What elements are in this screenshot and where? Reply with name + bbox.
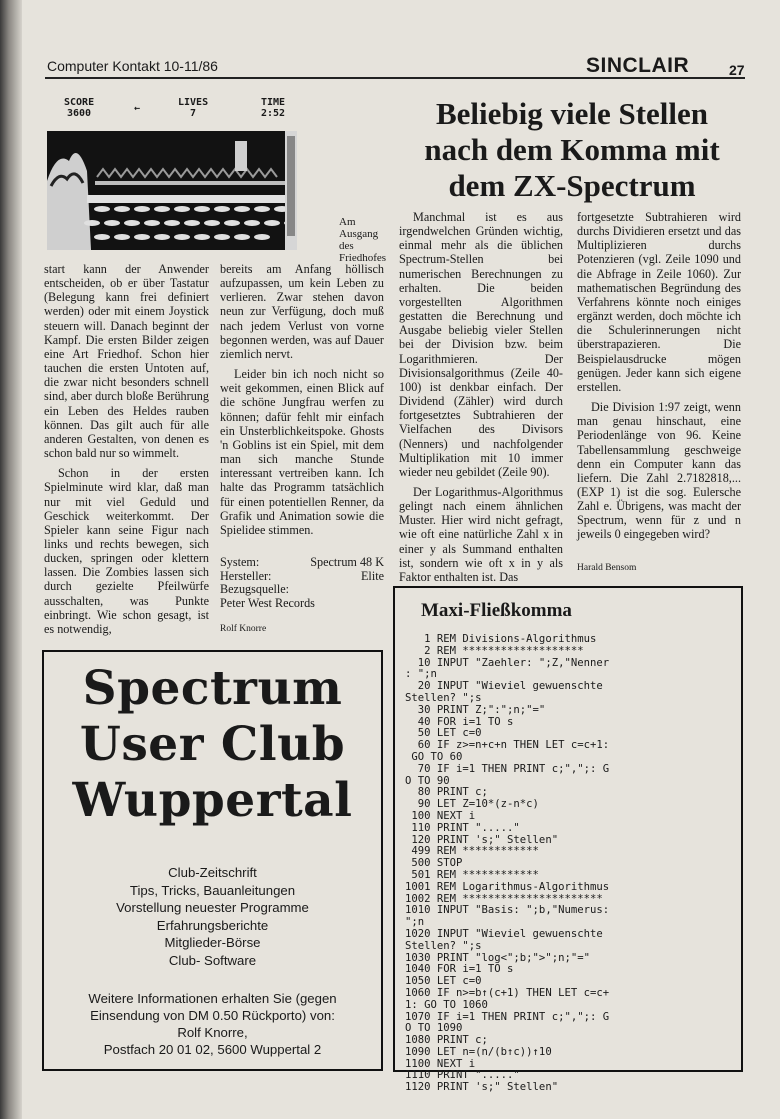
club-feature-list: [44, 864, 381, 969]
article-paragraph: Die Division 1:97 zeigt, wenn man genau hinschaut, eine Periodenlänge von 96. Keine Tabellensammlung geschweige denn ein Computer kann das liefern. Die Zahl 2.7182818,... (EXP 1) ist die sog. Eulersche Zahl e. Übrigens, was macht der Spectrum, wenn für z und n jeweils 0 eingegeben wird?: [577, 400, 741, 542]
club-contact-line: Rolf Knorre,: [177, 1025, 248, 1040]
source-label: Bezugsquelle:: [220, 582, 290, 596]
source-value: Peter West Records: [220, 595, 315, 610]
hud-lives-value: 7: [190, 108, 197, 119]
review-column-1: [44, 262, 209, 636]
review-paragraph: start kann der Anwender entscheiden, ob er über Tastatur (Belegung kann frei definiert werden) oder mit einem Joystick steuern will. Danach beginnt der Kampf. Die ersten Bilder zeigen eine Art Friedhof. Schon hier tauchen die ersten Untoten auf, die zwar nicht besonders schnell sind, aber durch bloße Berührung ein Leben des Heldes rauben können. Das gilt auch für alle anderen Gestalten, von denen es schon bald nur so wimmelt.: [44, 262, 209, 461]
article-paragraph: fortgesetzte Subtrahieren wird durchs Dividieren ersetzt und das Multiplizieren durchs Potenzieren (vgl. Zeile 1090 und die Abfrage in Zeile 1060). Zur mathematischen Begründung des Verfahrens könnte noch einiges ergänzt werden, doch möchte ich die Schulerinnerungen nicht überstrapazieren. Die Beispielausdrucke mögen genügen. Jeder kann sich eigene erstellen.: [577, 210, 741, 394]
club-feature: Mitglieder-Börse: [164, 935, 261, 950]
hud-score-label: SCORE: [64, 97, 95, 108]
hud-score-value: 3600: [67, 108, 92, 119]
article-headline: Beliebig viele Stellen nach dem Komma mit dem ZX-Spectrum: [424, 96, 720, 203]
club-title-line-2: User Club: [79, 717, 346, 772]
hud-lives-label: LIVES: [178, 97, 209, 108]
manufacturer-label: Hersteller:: [220, 568, 272, 583]
review-paragraph: Schon in der ersten Spielminute wird klar, daß man nur mit viel Geduld und Geschick weiterkommt. Der Spieler kann seine Figur nach links und rechts bewegen, sich ducken, springen oder klettern lassen. Die Zombies lassen sich durch gezielte Pfeilwürfe ausschalten, was Punkte einbringt. Wie schon gesagt, ist es notwendig,: [44, 466, 209, 636]
article-paragraph: Manchmal ist es aus irgendwelchen Gründen wichtig, einmal mehr als die üblichen Spectrum-Stellen bei numerischen Berechnungen zu erhalten. Die beiden vorgestellten Algorithmen gestatten die Berechnung und Ausgabe beliebig vieler Stellen bei der Division bzw. beim Logarithmieren. Der Divisionsalgorithmus (Zeile 40-100) ist denkbar einfach. Der Dividend (Zähler) wird durch fortgesetztes Subtrahieren der Vielfachen des Divisors (Nenners) und nachfolgender Multiplikation mit 10 immer wieder neu gebildet (Zeile 90).: [399, 210, 563, 479]
club-feature: Vorstellung neuester Programme: [116, 900, 309, 915]
article-paragraph: Der Logarithmus-Algorithmus gelingt nach einem ähnlichen Muster. Hier wird nicht gefragt, wie oft eine natürliche Zahl x in einer y als Summand enthalten ist, sondern wie oft x in y als Faktor enthalten ist. Das: [399, 484, 563, 584]
manufacturer-value: Elite: [360, 568, 384, 583]
club-contact-line: Einsendung von DM 0.50 Rückporto) von:: [90, 1008, 335, 1023]
hud-score: [64, 97, 94, 119]
club-contact-line: Weitere Informationen erhalten Sie (gegen: [88, 991, 337, 1006]
review-paragraph: bereits am Anfang höllisch aufzupassen, um kein Leben zu verlieren. Zwar stehen davon neun zur Verfügung, doch muß nach jedem Verlust von vorne begonnen werden, was auf Dauer ziemlich nervt.: [220, 262, 384, 361]
magazine-issue: Computer Kontakt 10-11/86: [47, 58, 218, 74]
club-feature: Club- Software: [168, 952, 257, 968]
article-column-2: [577, 210, 741, 542]
club-feature: Club-Zeitschrift: [168, 865, 257, 880]
club-contact: [44, 990, 381, 1058]
hud-time-value: 2:52: [261, 108, 286, 119]
listing-title: Maxi-Fließkomma: [421, 600, 572, 621]
club-title-line-1: Spectrum: [82, 661, 343, 716]
review-paragraph: Leider bin ich noch nicht so weit gekommen, einen Blick auf die schöne Jungfrau werfen zu können; dafür fehlt mir einfach ein Unsterblichkeitspoke. Ghosts 'n Goblins ist ein Spiel, mit dem man sich manche Stunde interessant vertreiben kann. Ich halte das Programm tatsächlich für einen potentiellen Renner, da Grafik und Animation sowie die Spielidee stimmen.: [220, 367, 384, 537]
page-number: 27: [729, 62, 745, 78]
section-title: SINCLAIR: [586, 54, 690, 77]
club-contact-line: Postfach 20 01 02, 5600 Wuppertal 2: [103, 1042, 322, 1057]
system-value: Spectrum 48 K: [310, 555, 384, 569]
hud-lives: [178, 97, 208, 119]
image-caption: Am Ausgang des Friedhofes: [339, 216, 387, 264]
club-feature: Tips, Tricks, Bauanleitungen: [129, 882, 296, 898]
hud-time: [261, 97, 285, 119]
hud-time-label: TIME: [261, 97, 286, 108]
club-feature: Erfahrungsberichte: [156, 917, 269, 933]
basic-listing: 1 REM Divisions-Algorithmus 2 REM ******************* 10 INPUT "Zaehler: ";Z,"Nenner : ";n 20 INPUT "Wieviel gewuenschte Stellen? ";s 30 PRINT Z;":";n;"=" 40 FOR i=1 TO s 50 LET c=0 60 IF z>=n+c+n THEN LET c=c+1: GO TO 60 70 IF i=1 THEN PRINT c;",";: G O TO 90 80 PRINT c; 90 LET Z=10*(z-n*c) 100 NEXT i 110 PRINT "....." 120 PRINT 's;" Stellen" 499 REM ************ 500 STOP 501 REM ************ 1001 REM Logarithmus-Algorithmus 1002 REM ********************** 1010 INPUT "Basis: ";b,"Numerus: ";n 1020 INPUT "Wieviel gewuenschte Stellen? ";s 1030 PRINT "log<";b;">";n;"=" 1040 FOR i=1 TO s 1050 LET c=0 1060 IF n>=b↑(c+1) THEN LET c=c+ 1: GO TO 1060 1070 IF i=1 THEN PRINT c;",";: G O TO 1090 1080 PRINT c; 1090 LET n=(n/(b↑c))↑10 1100 NEXT i 1110 PRINT "....." 1120 PRINT 's;" Stellen": [405, 633, 610, 1094]
binding-edge: [0, 0, 22, 1119]
program-listing-box: [393, 586, 743, 1094]
system-label: System:: [220, 555, 260, 569]
article-column-1: [399, 210, 563, 584]
game-facts: [220, 556, 384, 610]
club-title-line-3: Wuppertal: [72, 773, 353, 828]
review-author: Rolf Knorre: [220, 624, 267, 634]
review-column-2: [220, 262, 384, 537]
game-screenshot: [47, 131, 297, 250]
article-author: Harald Bensom: [577, 563, 637, 573]
header-rule: [45, 77, 745, 79]
club-advertisement: [42, 650, 383, 1071]
arrow-icon: ←: [134, 103, 141, 114]
